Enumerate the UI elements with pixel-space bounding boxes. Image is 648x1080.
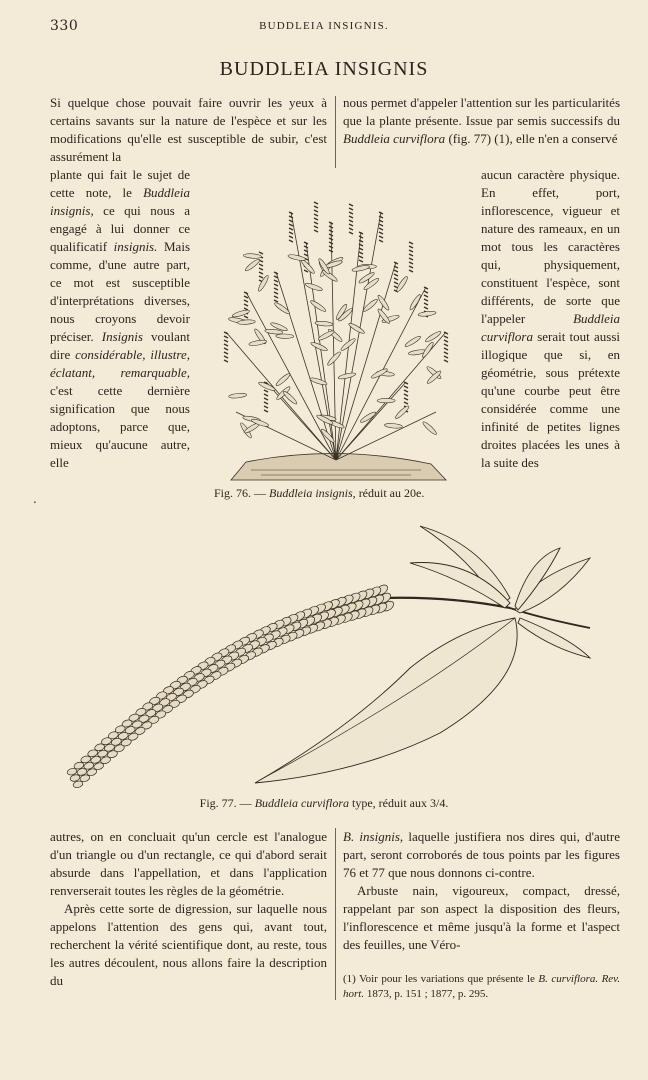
column-right-top (343, 94, 620, 148)
figure-77-flower-spike-illustration (60, 518, 600, 793)
text-run: c'est cette dernière signification que nous adoptons, parce que, mieux qu'aucune autre, elle (50, 383, 190, 470)
caption-species: Buddleia curviflora (254, 796, 350, 810)
column-bottom-right (343, 828, 620, 954)
caption-prefix: Fig. 76. — (214, 486, 267, 500)
margin-dot: . (33, 492, 37, 506)
caption-suffix: réduit au 20e. (358, 486, 425, 500)
text-run: aucun caractère physique. En effet, port, inflorescence, vigueur et nature des rameaux, en un mot tous les caractères qui, physiquement, constituent l'espèce, sont différents, de sorte que l'appeler (481, 167, 620, 326)
figure-76-caption (214, 486, 474, 501)
footnote-text: 1873, p. 151 ; 1877, p. 295. (366, 988, 489, 1000)
figure-77-caption (0, 796, 648, 811)
caption-species: Buddleia insignis, (269, 486, 356, 500)
page-number: 330 (50, 18, 79, 34)
term-insignis: Insignis (101, 329, 143, 344)
figure-76-shrub-illustration (206, 182, 466, 487)
column-right-narrow (481, 166, 620, 472)
column-divider-bottom (335, 828, 336, 1000)
running-head: BUDDLEIA INSIGNIS. (259, 20, 389, 32)
caption-suffix: type, réduit aux 3/4. (352, 796, 449, 810)
species-name: Buddleia curviflora (343, 131, 446, 146)
text-run: ce qui nous a engagé à lui donner ce qualificatif (50, 203, 191, 254)
footnote-text: (1) Voir pour les variations que présente le (343, 973, 535, 985)
species-name: Buddleia curviflora (481, 311, 620, 344)
paragraph: Après cette sorte de digression, sur laquelle nous appelons l'attention des gens qui, avant tout, recherchent la vérité scientifique dont, au reste, tous les autres découlent, nous allons faire la description du (50, 901, 327, 988)
paragraph: autres, on en concluait qu'un cercle est l'analogue d'un triangle ou d'un rectangle, ce qui d'abord serait absurde dans l'appellation, et dans l'application renverserait toutes les règles de la géométrie. (50, 829, 327, 898)
text-run: (fig. 77) (1), elle n'en a conservé (448, 131, 618, 146)
text-run: plante qui fait le sujet de cette note, le (50, 167, 190, 200)
column-divider-top (335, 96, 336, 168)
paragraph: Arbuste nain, vigoureux, compact, dressé, rappelant par son aspect la disposition des fleurs, l'inflorescence et même jusqu'à la forme et l'aspect des feuilles, une Véro- (343, 883, 620, 952)
paragraph: laquelle justifiera nos dires qui, d'autre part, seront corroborés de tous points par les figures 76 et 77 que nous donnons ci-contre. (343, 829, 620, 880)
species-name: B. insignis, (343, 829, 404, 844)
species-name: Buddleia insignis, (50, 185, 190, 218)
text-run: nous permet d'appeler l'attention sur les particularités que la plante présente. Issue par semis successifs du (343, 95, 620, 128)
adjective-list: considérable, illustre, éclatant, remarquable, (50, 347, 190, 380)
caption-prefix: Fig. 77. — (199, 796, 252, 810)
column-left-top: Si quelque chose pouvait faire ouvrir les yeux à certains savants sur la nature de l'espèce et sur les modifications qu'elle est susceptible de subir, c'est assurément la (50, 95, 327, 164)
text-run: voulant dire (50, 329, 190, 362)
column-left-narrow (50, 166, 190, 472)
term-insignis: insignis. (113, 239, 158, 254)
column-bottom-left (50, 828, 327, 990)
footnote (343, 972, 620, 1002)
text-run: serait tout aussi illogique que si, en géométrie, sous prétexte qu'une courbe peut être considérée comme une infinité de petites lignes droites placées les unes à la suite des (481, 329, 620, 470)
article-title: BUDDLEIA INSIGNIS (219, 58, 429, 80)
text-run: Mais comme, d'une autre part, ce mot est susceptible d'interprétations diverses, nous croyons devoir préciser. (50, 239, 190, 344)
footnote-citation: B. curviflora. Rev. hort. (343, 973, 621, 1000)
